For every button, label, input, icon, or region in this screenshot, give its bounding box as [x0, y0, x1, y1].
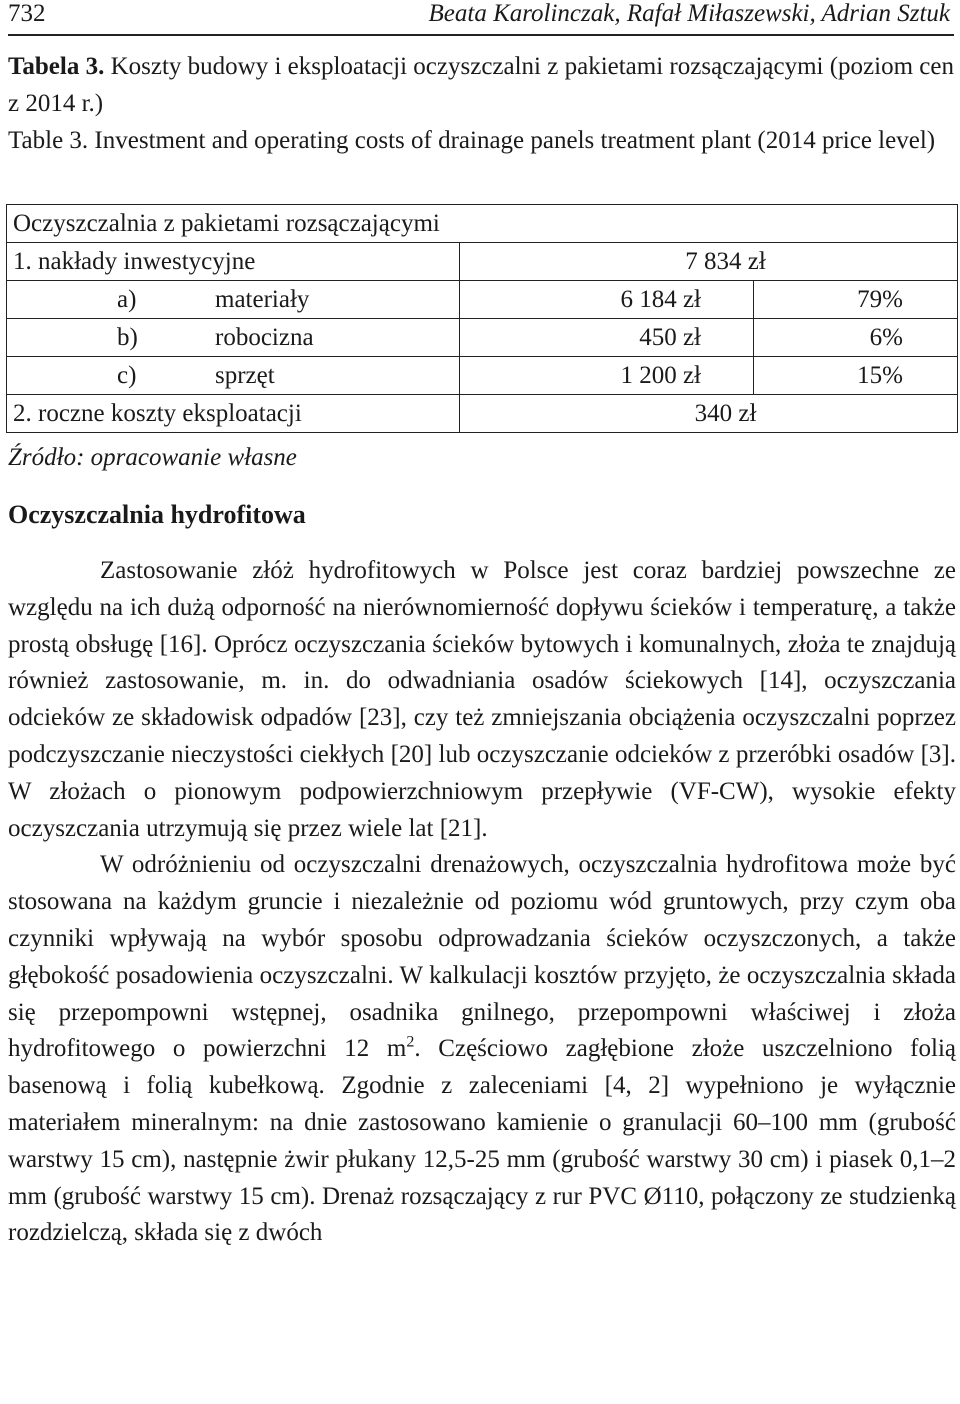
table-title-row	[7, 205, 958, 243]
item-value: 6 184 zł	[460, 281, 754, 319]
page-number: 732	[8, 0, 46, 27]
table-title: Oczyszczalnia z pakietami rozsączającymi	[7, 205, 958, 243]
running-header	[8, 0, 954, 33]
operating-label: 2. roczne koszty eksploatacji	[7, 395, 460, 433]
table-row	[7, 281, 958, 319]
item-label: robocizna	[215, 323, 314, 351]
caption-pl-text: Koszty budowy i eksploatacji oczyszczalni z pakietami rozsączającymi (poziom cen z 2014 r.)	[8, 53, 954, 117]
table-row	[7, 319, 958, 357]
investment-label: 1. nakłady inwestycyjne	[7, 243, 460, 281]
item-label: sprzęt	[215, 361, 275, 389]
item-letter: c)	[117, 361, 137, 389]
caption-english	[8, 122, 954, 159]
running-authors: Beata Karolinczak, Rafał Miłaszewski, Adrian Sztuk	[428, 0, 950, 27]
paragraph: Zastosowanie złóż hydrofitowych w Polsce jest coraz bardziej powszechne ze względu na ich dużą odporność na nierównomierność dopływu ścieków i temperaturę, a także prostą obsługę [16]. Oprócz oczyszczania ścieków bytowych i komunalnych, złoża te znajdują również zastosowanie, m. in. do odwadniania osadów ściekowych [14], oczyszczania odcieków ze składowisk odpadów [23], czy też zmniejszania obciążenia oczyszczalni poprzez podczyszczanie nieczystości ciekłych [20] lub oczyszczanie odcieków z przeróbki osadów [3]. W złożach o pionowym podpowierzchniowym przepływie (VF-CW), wysokie efekty oczyszczania utrzymują się przez wiele lat [21].	[8, 557, 956, 842]
item-share: 6%	[754, 319, 958, 357]
table-row	[7, 243, 958, 281]
caption-polish	[8, 48, 954, 122]
cost-table	[6, 204, 958, 433]
item-value: 1 200 zł	[460, 357, 754, 395]
item-letter: a)	[117, 285, 137, 313]
section-heading: Oczyszczalnia hydrofitowa	[8, 500, 306, 529]
table-source: Źródło: opracowanie własne	[8, 444, 297, 471]
table-row	[7, 357, 958, 395]
table-caption	[8, 48, 954, 159]
superscript: 2	[406, 1034, 415, 1052]
item-share: 79%	[754, 281, 958, 319]
item-letter: b)	[117, 323, 138, 351]
caption-en-label: Table 3.	[8, 127, 89, 154]
body-text	[8, 553, 956, 1252]
paragraph: W odróżnieniu od oczyszczalni drenażowych, oczyszczalnia hydrofitowa może być stosowana na każdym gruncie i niezależnie od poziomu wód gruntowych, przy czym oba czynniki wpływają na wybór sposobu odprowadzania ścieków oczyszczonych, a także głębokość posadowienia oczyszczalni. W kalkulacji kosztów przyjęto, że oczyszczalnia składa się przepompowni wstępnej, osadnika gnilnego, przepompowni właściwej i złoża hydrofitowego o powierzchni 12 $m^2$. Częściowo zagłębione złoże uszczelniono folią basenową i folią kubełkową. Zgodnie z zaleceniami [4, 2] wypełniono je wyłącznie materiałem mineralnym: na dnie zastosowano kamienie o granulacji 60–100 mm (grubość warstwy 15 cm), następnie żwir płukany 12,5-25 mm (grubość warstwy 30 cm) i piasek 0,1–2 mm (grubość warstwy 15 cm). Drenaż rozsączający z rur PVC Ø110, połączony ze studzienką rozdzielczą, składa się z dwóch	[8, 851, 956, 1247]
item-share: 15%	[754, 357, 958, 395]
caption-pl-label: Tabela 3.	[8, 53, 105, 80]
table-row	[7, 395, 958, 433]
investment-value: 7 834 zł	[460, 243, 958, 281]
item-value: 450 zł	[460, 319, 754, 357]
item-label: materiały	[215, 285, 310, 313]
caption-en-text: Investment and operating costs of drainage panels treatment plant (2014 price level)	[94, 127, 936, 154]
header-rule	[8, 34, 954, 36]
operating-value: 340 zł	[460, 395, 958, 433]
